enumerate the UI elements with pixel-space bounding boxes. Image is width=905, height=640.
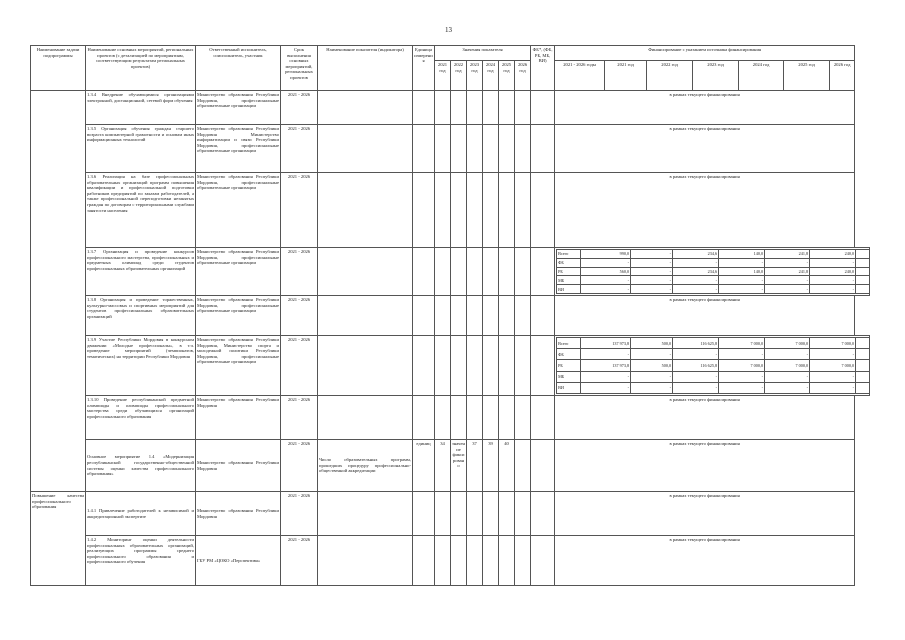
header-year: 2025 год [499, 61, 515, 91]
header-term: Срок выполнения основных мероприятий, региональных проектов [281, 46, 318, 91]
funding-amount: - [581, 276, 631, 285]
financing-cell: в рамках текущего финансирования [555, 91, 855, 125]
funding-amount: - [719, 276, 765, 285]
funding-amount [856, 382, 870, 393]
program-table [30, 45, 870, 586]
financing-breakdown [555, 248, 870, 296]
event-cell: 1.4.1 Привлечение работодателей к независимой и аккредитационной экспертизе [86, 492, 196, 536]
event-cell: Основное мероприятие 1.4 «Модернизация республиканской государственно-общественной системы оценки качества профессионального образования» [86, 440, 196, 492]
header-fin-year: 2021 год [605, 61, 647, 91]
event-cell: 1.3.10 Проведение республиканской предметной олимпиады и олимпиады профессионального мастерства среди обучающихся организаций профессионального образования [86, 396, 196, 440]
funding-amount [856, 338, 870, 349]
funding-source: РБ [557, 360, 581, 371]
funding-amount: 7 000,0 [719, 360, 765, 371]
funding-amount [856, 267, 870, 276]
funding-amount: - [765, 382, 810, 393]
financing-table [556, 337, 869, 394]
funding-amount: - [765, 371, 810, 382]
funding-amount: - [719, 285, 765, 294]
term-cell: 2021 - 2026 [281, 91, 318, 125]
table-row [31, 173, 870, 248]
funding-amount: - [810, 382, 856, 393]
funding-amount: - [581, 258, 631, 267]
funding-amount: - [673, 371, 719, 382]
unit-cell: единиц [413, 440, 435, 492]
term-cell: 2021 - 2026 [281, 173, 318, 248]
header-unit: Единица измерения [413, 46, 435, 91]
table-row [31, 536, 870, 586]
table-row [31, 91, 870, 125]
term-cell: 2021 - 2026 [281, 248, 318, 296]
financing-cell: в рамках текущего финансирования [555, 492, 855, 536]
table-row [31, 440, 870, 492]
funding-amount: 116 625,8 [673, 338, 719, 349]
funding-source: РБ [557, 267, 581, 276]
financing-row [557, 382, 870, 393]
funding-amount: - [810, 285, 856, 294]
funding-amount: 241,8 [765, 250, 810, 259]
funding-amount [856, 360, 870, 371]
funding-amount: 7 000,0 [719, 338, 765, 349]
funding-amount: - [581, 382, 631, 393]
funding-amount: - [673, 276, 719, 285]
term-cell: 2021 - 2026 [281, 440, 318, 492]
header-indicator: Наименование показателя (индикатора) [318, 46, 413, 91]
table-row [31, 492, 870, 536]
header-fin-year: 2026 год [830, 61, 855, 91]
table-row [31, 396, 870, 440]
funding-amount: 240,0 [810, 267, 856, 276]
financing-breakdown [555, 336, 870, 396]
funding-amount: - [673, 285, 719, 294]
funding-amount: - [719, 382, 765, 393]
term-cell: 2021 - 2026 [281, 336, 318, 396]
value-cell: 39 [483, 440, 499, 492]
funding-amount: - [581, 285, 631, 294]
funding-amount: - [719, 258, 765, 267]
financing-cell: в рамках текущего финансирования [555, 396, 855, 440]
header-year: 2023 год [467, 61, 483, 91]
funding-amount: - [631, 250, 673, 259]
term-cell: 2021 - 2026 [281, 536, 318, 586]
funding-amount: 7 000,0 [765, 338, 810, 349]
funding-amount: - [765, 258, 810, 267]
financing-row [557, 360, 870, 371]
funding-amount: - [673, 349, 719, 360]
funding-amount: 234,6 [673, 267, 719, 276]
funding-amount [856, 285, 870, 294]
funding-amount: 7 000,0 [810, 360, 856, 371]
term-cell: 2021 - 2026 [281, 296, 318, 336]
funding-source: МБ [557, 276, 581, 285]
funding-amount: 241,8 [765, 267, 810, 276]
funding-source: ФБ [557, 349, 581, 360]
event-cell: 1.3.9 Участие Республики Мордовия в конкурсном движении «Молодые профессионалы», в т.ч. проведение мероприятий (чемпионатов, тематических) на территории Республики Мордовия [86, 336, 196, 396]
financing-row [557, 276, 870, 285]
event-cell: 1.3.4 Внедрение обучающимися организациями электронной, дистанционной, сетевой форм обучения [86, 91, 196, 125]
funding-amount: - [581, 349, 631, 360]
financing-row [557, 267, 870, 276]
header-task: Наименование задачи подпрограммы [31, 46, 86, 91]
funding-amount [856, 276, 870, 285]
funding-amount: 140,0 [719, 267, 765, 276]
term-cell: 2021 - 2026 [281, 492, 318, 536]
financing-row [557, 285, 870, 294]
funding-amount: - [810, 276, 856, 285]
funding-amount [856, 349, 870, 360]
funding-amount: 7 000,0 [810, 338, 856, 349]
funding-amount: - [631, 258, 673, 267]
funding-amount [856, 250, 870, 259]
term-cell: 2021 - 2026 [281, 125, 318, 173]
header-year: 2022 год [451, 61, 467, 91]
financing-cell: в рамках текущего финансирования [555, 173, 855, 248]
funding-amount [856, 371, 870, 382]
header-year: 2021 год [435, 61, 451, 91]
funding-amount: - [673, 382, 719, 393]
funding-amount: 560,0 [581, 267, 631, 276]
value-cell [515, 440, 531, 492]
header-values: Значения показателя [435, 46, 531, 61]
funding-amount: - [765, 349, 810, 360]
funding-amount: - [673, 258, 719, 267]
responsible-cell: Министерство образования Республики Мордовия Министерство информатизации и связи Республики Мордовия, профессиональные образовательные организации [196, 125, 281, 173]
funding-amount: - [719, 349, 765, 360]
funding-amount: - [631, 276, 673, 285]
responsible-cell: Министерство образования Республики Мордовия [196, 440, 281, 492]
value-cell: 37 [467, 440, 483, 492]
value-cell: 40 [499, 440, 515, 492]
responsible-cell: ГБУ РМ «ЦОКО «Перспектива» [196, 536, 281, 586]
header-fin-year: 2024 год [739, 61, 784, 91]
header-row-1 [31, 46, 870, 61]
funding-amount: - [581, 371, 631, 382]
funding-amount: - [631, 382, 673, 393]
page-number: 13 [445, 26, 452, 34]
funding-source: МБ [557, 371, 581, 382]
value-cell: значение фиксировано [451, 440, 467, 492]
responsible-cell: Министерство образования Республики Мордовия, профессиональные образовательные организации [196, 296, 281, 336]
funding-amount: 137 973,8 [581, 360, 631, 371]
responsible-cell: Министерство образования Республики Мордовия [196, 396, 281, 440]
funding-source: Всего [557, 338, 581, 349]
funding-amount: - [631, 285, 673, 294]
funding-amount: - [631, 349, 673, 360]
event-cell: 1.3.7 Организация и проведение конкурсов профессионального мастерства, профессиональных и предметных олимпиад среди студентов профессиональных образовательных организаций [86, 248, 196, 296]
header-fin-year: 2025 год [784, 61, 830, 91]
funding-amount: 116 625,8 [673, 360, 719, 371]
event-cell: 1.4.2 Мониторинг оценки деятельности профессиональных образовательных организаций, реализующих программы среднего профессионального образования и профессионального обучения [86, 536, 196, 586]
funding-amount: - [810, 371, 856, 382]
table-row [31, 248, 870, 296]
header-financing: Финансирование с указанием источника финансирования [555, 46, 855, 61]
header-year: 2026 год [515, 61, 531, 91]
header-source: ФБ*, (ФБ, РБ, МБ, ВИ) [531, 46, 555, 91]
financing-table [556, 249, 869, 294]
table-row [31, 296, 870, 336]
responsible-cell: Министерство образования Республики Мордовия, профессиональные образовательные организации [196, 91, 281, 125]
task-cell [31, 91, 86, 492]
financing-row [557, 338, 870, 349]
funding-amount: - [631, 371, 673, 382]
term-cell: 2021 - 2026 [281, 396, 318, 440]
funding-amount: - [631, 267, 673, 276]
responsible-cell: Министерство образования Республики Мордовия, Министерство спорта и молодежной политики Республики Мордовия, профессиональные образовательные организации [196, 336, 281, 396]
header-fin-year: 2023 год [693, 61, 739, 91]
funding-amount: - [765, 285, 810, 294]
header-fin-year: 2021 - 2026 годы [555, 61, 605, 91]
table-row [31, 125, 870, 173]
funding-amount: 137 973,8 [581, 338, 631, 349]
event-cell: 1.3.5 Организация обучения граждан старшего возраста компьютерной грамотности и основам иных информационных технологий [86, 125, 196, 173]
event-cell: 1.3.6 Реализация на базе профессиональных образовательных организаций программ повышения квалификации и профессиональной подготовки работников предприятий по заказам работодателей, а также профессиональной переподготовки незанятых граждан по договорам с территориальными службами занятости населения [86, 173, 196, 248]
funding-amount: - [810, 349, 856, 360]
financing-cell: в рамках текущего финансирования [555, 296, 855, 336]
header-responsible: Ответственный исполнитель, соисполнитель, участник [196, 46, 281, 91]
funding-source: ВИ [557, 285, 581, 294]
financing-row [557, 371, 870, 382]
financing-row [557, 250, 870, 259]
funding-source: ВИ [557, 382, 581, 393]
responsible-cell: Министерство образования Республики Мордовия, профессиональные образовательные организации [196, 248, 281, 296]
event-cell: 1.3.8 Организация и проведение торжественных, культурно-массовых и спортивных мероприятий для студентов профессиональных образовательных организаций [86, 296, 196, 336]
financing-row [557, 349, 870, 360]
funding-amount: 140,0 [719, 250, 765, 259]
indicator-cell: Число образовательных программ, прошедших процедуру профессионально-общественной аккредитации [318, 440, 413, 492]
table-row [31, 336, 870, 396]
financing-cell: в рамках текущего финансирования [555, 536, 855, 586]
header-event: Наименование основных мероприятий, региональных проектов (с детализацией по мероприятиям, соответствующим результатам региональных проектов) [86, 46, 196, 91]
responsible-cell: Министерство образования Республики Мордовия [196, 492, 281, 536]
funding-amount: 990,0 [581, 250, 631, 259]
funding-amount: 500,0 [631, 338, 673, 349]
funding-source: ФБ [557, 258, 581, 267]
header-year: 2024 год [483, 61, 499, 91]
funding-source: Всего [557, 250, 581, 259]
financing-cell: в рамках текущего финансирования [555, 125, 855, 173]
task-cell: Повышение качества профессионального образования [31, 492, 86, 586]
funding-amount: - [765, 276, 810, 285]
funding-amount [856, 258, 870, 267]
header-fin-year: 2022 год [647, 61, 693, 91]
funding-amount: - [719, 371, 765, 382]
funding-amount: 7 000,0 [765, 360, 810, 371]
financing-cell: в рамках текущего финансирования [555, 440, 855, 492]
value-cell: 34 [435, 440, 451, 492]
financing-row [557, 258, 870, 267]
funding-amount: 240,0 [810, 250, 856, 259]
funding-amount: 500,0 [631, 360, 673, 371]
funding-amount: 234,6 [673, 250, 719, 259]
responsible-cell: Министерство образования Республики Мордовия, профессиональные образовательные организации [196, 173, 281, 248]
funding-amount: - [810, 258, 856, 267]
